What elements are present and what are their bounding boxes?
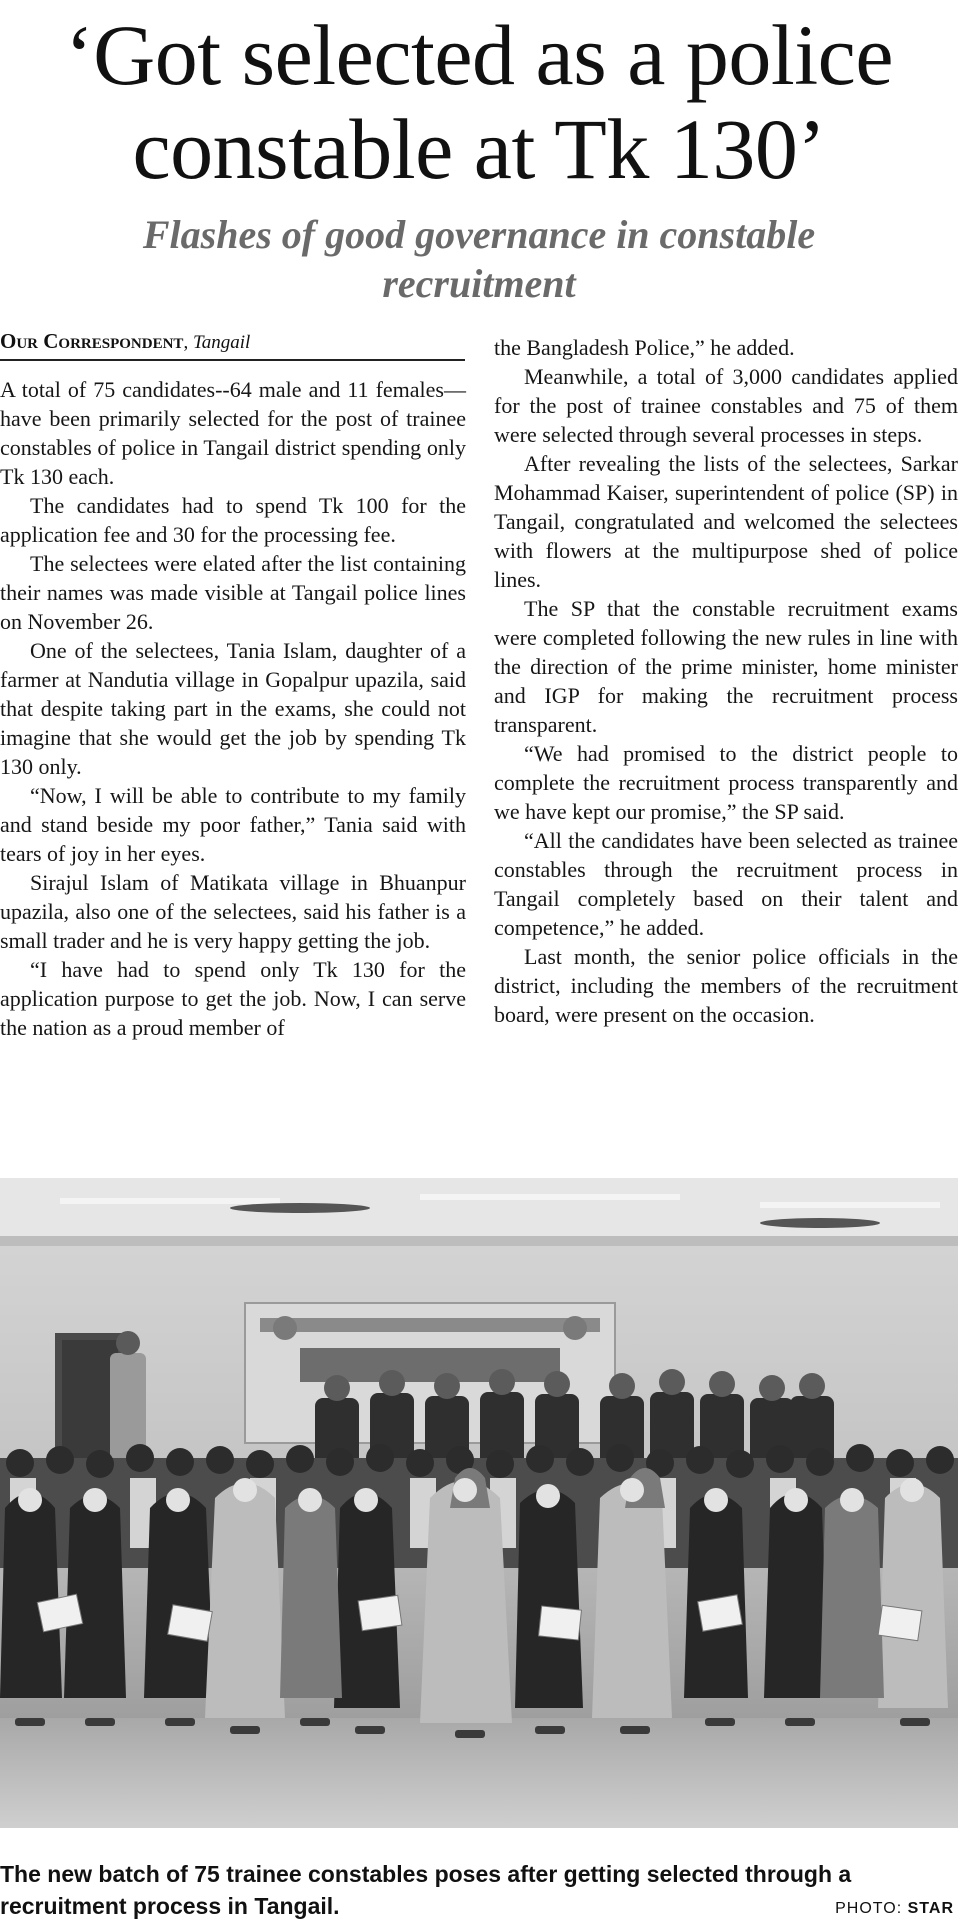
byline-location: Tangail xyxy=(192,332,251,353)
group-photo xyxy=(0,1178,958,1828)
headline: ‘Got selected as a police constable at Tk 130’ xyxy=(64,7,893,197)
paragraph: Sirajul Islam of Matikata village in Bhuanpur upazila, also one of the selectees, said his father is a small trader and he is very happy getting the job. xyxy=(0,870,466,953)
paragraph: Meanwhile, a total of 3,000 candidates applied for the post of trainee constables and 75 of them were selected through several processes in steps. xyxy=(494,364,958,447)
paragraph: the Bangladesh Police,” he added. xyxy=(494,335,795,360)
paragraph: Last month, the senior police officials in the district, including the members of the recruitment board, were present on the occasion. xyxy=(494,944,958,1027)
byline-separator: , xyxy=(183,332,193,353)
byline-author: Our Correspondent xyxy=(0,329,184,353)
photo-credit-label: PHOTO: xyxy=(835,1900,903,1917)
paragraph: The candidates had to spend Tk 100 for the application fee and 30 for the processing fee. xyxy=(0,493,466,547)
article-column-2 xyxy=(494,333,958,1029)
paragraph: “I have had to spend only Tk 130 for the application purpose to get the job. Now, I can serve the nation as a proud member of xyxy=(0,957,466,1040)
paragraph: A total of 75 candidates--64 male and 11 females—have been primarily selected for the post of trainee constables of police in Tangail district spending only Tk 130 each. xyxy=(0,377,466,489)
paragraph: “We had promised to the district people to complete the recruitment process transparently and we have kept our promise,” the SP said. xyxy=(494,741,958,824)
photo-credit xyxy=(835,1900,954,1918)
paragraph: The SP that the constable recruitment exams were completed following the new rules in line with the direction of the prime minister, home minister and IGP for making the recruitment process transparent. xyxy=(494,596,958,737)
photo-credit-source: STAR xyxy=(907,1900,954,1917)
paragraph: “All the candidates have been selected as trainee constables through the recruitment process in Tangail completely based on their talent and competence,” he added. xyxy=(494,828,958,940)
group-photo-image xyxy=(0,1178,958,1828)
subheadline: Flashes of good governance in constable recruitment xyxy=(142,212,816,306)
paragraph: One of the selectees, Tania Islam, daughter of a farmer at Nandutia village in Gopalpur upazila, said that despite taking part in the exams, she could not imagine that she would get the job by spending Tk 130 only. xyxy=(0,638,466,779)
paragraph: After revealing the lists of the selectees, Sarkar Mohammad Kaiser, superintendent of police (SP) in Tangail, congratulated and welcomed the selectees with flowers at the multipurpose shed of police lines. xyxy=(494,451,958,592)
paragraph: The selectees were elated after the list containing their names was made visible at Tangail police lines on November 26. xyxy=(0,551,466,634)
photo-caption: The new batch of 75 trainee constables poses after getting selected through a recruitment process in Tangail. xyxy=(0,1861,852,1919)
paragraph: “Now, I will be able to contribute to my family and stand beside my poor father,” Tania said with tears of joy in her eyes. xyxy=(0,783,466,866)
byline xyxy=(0,330,465,361)
article-column-1 xyxy=(0,375,466,1042)
